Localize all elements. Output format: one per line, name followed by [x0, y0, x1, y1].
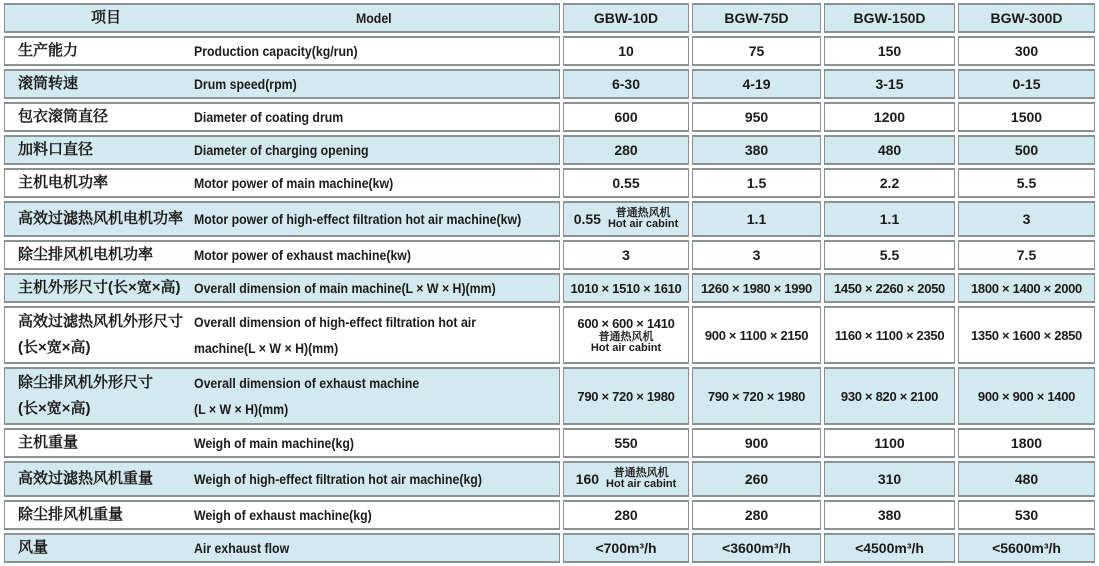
row-label-cell [4, 69, 560, 99]
spec-table-body [4, 36, 1095, 563]
value-cell [563, 306, 689, 364]
value-cell: 1100 [824, 428, 955, 458]
row-label-zh: 除尘排风机重量 [18, 506, 124, 523]
value-cell: 3 [958, 201, 1095, 237]
spec-row [4, 168, 1095, 198]
model-column-header: BGW-300D [958, 3, 1095, 33]
row-label-en: Diameter of charging opening [194, 142, 369, 158]
row-label-en: Weigh of high-effect filtration hot air machine(kg) [194, 471, 482, 487]
header-row [4, 3, 1095, 33]
spec-row [4, 69, 1095, 99]
row-label-cell [4, 135, 560, 165]
value-cell: 310 [824, 461, 955, 497]
value-cell: 280 [563, 135, 689, 165]
value-cell: 3 [692, 240, 821, 270]
row-label-zh: 除尘排风机外形尺寸 (长×宽×高) [18, 374, 154, 417]
row-label-zh: 主机外形尺寸(长×宽×高) [18, 279, 181, 296]
value-cell: 280 [563, 500, 689, 530]
row-label-zh: 包衣滚筒直径 [18, 108, 109, 125]
value-cell: 1200 [824, 102, 955, 132]
row-label-zh: 除尘排风机电机功率 [18, 246, 154, 263]
row-label-cell [4, 428, 560, 458]
value-cell: 0-15 [958, 69, 1095, 99]
value-cell: 900 × 1100 × 2150 [692, 306, 821, 364]
hot-air-cabinet-note: 普通热风机 Hot air cabint [606, 466, 677, 490]
spec-row [4, 201, 1095, 237]
row-label-en: Overall dimension of high-effect filtration hot air machine(L × W × H)(mm) [194, 314, 477, 356]
row-label-en: Air exhaust flow [194, 540, 290, 556]
model-column-header: GBW-10D [563, 3, 689, 33]
hot-air-cabinet-note: 普通热风机 Hot air cabint [607, 206, 679, 230]
value-cell: 1800 [958, 428, 1095, 458]
value-cell [563, 461, 689, 497]
value-cell: 930 × 820 × 2100 [824, 367, 955, 425]
row-label-en: Motor power of exhaust machine(kw) [194, 247, 412, 263]
value-cell: 1350 × 1600 × 2850 [958, 306, 1095, 364]
row-label-en: Diameter of coating drum [194, 109, 344, 125]
spec-row [4, 102, 1095, 132]
row-label-cell [4, 201, 560, 237]
model-column-header: BGW-75D [692, 3, 821, 33]
value-cell: 75 [692, 36, 821, 66]
row-label-cell [4, 36, 560, 66]
header-item-label-zh: 项目 [90, 9, 121, 26]
spec-row [4, 135, 1095, 165]
row-label-zh: 生产能力 [18, 42, 79, 59]
spec-row [4, 306, 1095, 364]
value-cell: <3600m³/h [692, 533, 821, 563]
row-label-cell [4, 461, 560, 497]
row-label-cell [4, 500, 560, 530]
value-cell: 1.1 [692, 201, 821, 237]
row-label-en: Production capacity(kg/run) [194, 43, 358, 59]
row-label-cell [4, 306, 560, 364]
row-label-zh: 风量 [18, 539, 49, 556]
model-column-header: BGW-150D [824, 3, 955, 33]
value-cell: 790 × 720 × 1980 [563, 367, 689, 425]
value-cell: 1800 × 1400 × 2000 [958, 273, 1095, 303]
value-main: 0.55 [573, 211, 601, 227]
value-cell: 480 [824, 135, 955, 165]
row-label-en: Overall dimension of exhaust machine (L × W × H)(mm) [194, 375, 420, 417]
value-cell: 1450 × 2260 × 2050 [824, 273, 955, 303]
spec-table [1, 0, 1098, 566]
row-label-en: Motor power of main machine(kw) [194, 175, 394, 191]
row-label-zh: 高效过滤热风机重量 [18, 470, 154, 487]
row-label-en: Overall dimension of main machine(L × W × H)(mm) [194, 280, 496, 296]
value-cell: 260 [692, 461, 821, 497]
value-cell: 950 [692, 102, 821, 132]
value-cell: 300 [958, 36, 1095, 66]
value-cell: 1260 × 1980 × 1990 [692, 273, 821, 303]
value-cell: 3 [563, 240, 689, 270]
value-cell: 530 [958, 500, 1095, 530]
value-cell: 480 [958, 461, 1095, 497]
value-cell: 600 [563, 102, 689, 132]
hot-air-cabinet-note: Hot air cabint [590, 342, 662, 354]
row-label-cell [4, 367, 560, 425]
spec-row [4, 500, 1095, 530]
value-cell: <4500m³/h [824, 533, 955, 563]
spec-row [4, 36, 1095, 66]
value-cell: 6-30 [563, 69, 689, 99]
value-cell: 1160 × 1100 × 2350 [824, 306, 955, 364]
value-cell: 900 × 900 × 1400 [958, 367, 1095, 425]
value-cell: 280 [692, 500, 821, 530]
value-cell: 1010 × 1510 × 1610 [563, 273, 689, 303]
row-label-en: Weigh of main machine(kg) [194, 435, 354, 451]
value-cell: 1500 [958, 102, 1095, 132]
row-label-cell [4, 533, 560, 563]
row-label-en: Weigh of exhaust machine(kg) [194, 507, 372, 523]
spec-row [4, 367, 1095, 425]
row-label-cell [4, 102, 560, 132]
row-label-cell [4, 240, 560, 270]
value-cell: 4-19 [692, 69, 821, 99]
value-cell: <5600m³/h [958, 533, 1095, 563]
spec-row [4, 273, 1095, 303]
value-main: 160 [575, 471, 600, 487]
value-cell [563, 201, 689, 237]
value-cell: 500 [958, 135, 1095, 165]
header-label-cell [4, 3, 560, 33]
spec-row [4, 533, 1095, 563]
row-label-zh: 滚筒转速 [18, 75, 79, 92]
value-cell: 150 [824, 36, 955, 66]
row-label-cell [4, 168, 560, 198]
value-cell: 790 × 720 × 1980 [692, 367, 821, 425]
value-cell: 380 [824, 500, 955, 530]
value-cell: 10 [563, 36, 689, 66]
value-cell: 3-15 [824, 69, 955, 99]
row-label-zh: 主机重量 [18, 434, 79, 451]
value-cell: 550 [563, 428, 689, 458]
value-cell: 5.5 [958, 168, 1095, 198]
value-cell: 7.5 [958, 240, 1095, 270]
spec-row [4, 428, 1095, 458]
hot-air-cabinet-note: 普通热风机 [598, 330, 654, 343]
header-model-label-en: Model [356, 10, 392, 26]
row-label-zh: 高效过滤热风机外形尺寸 (长×宽×高) [18, 313, 184, 356]
value-cell: 1.5 [692, 168, 821, 198]
value-cell: 1.1 [824, 201, 955, 237]
value-main: 600 × 600 × 1410 [577, 315, 675, 331]
spec-row [4, 240, 1095, 270]
spec-row [4, 461, 1095, 497]
row-label-cell [4, 273, 560, 303]
value-cell: 2.2 [824, 168, 955, 198]
row-label-zh: 主机电机功率 [18, 174, 109, 191]
row-label-zh: 高效过滤热风机电机功率 [18, 210, 184, 227]
value-cell: 380 [692, 135, 821, 165]
value-cell: <700m³/h [563, 533, 689, 563]
row-label-zh: 加料口直径 [18, 141, 94, 158]
value-cell: 5.5 [824, 240, 955, 270]
row-label-en: Drum speed(rpm) [194, 76, 297, 92]
value-cell: 900 [692, 428, 821, 458]
row-label-en: Motor power of high-effect filtration hot air machine(kw) [194, 211, 522, 227]
value-cell: 0.55 [563, 168, 689, 198]
